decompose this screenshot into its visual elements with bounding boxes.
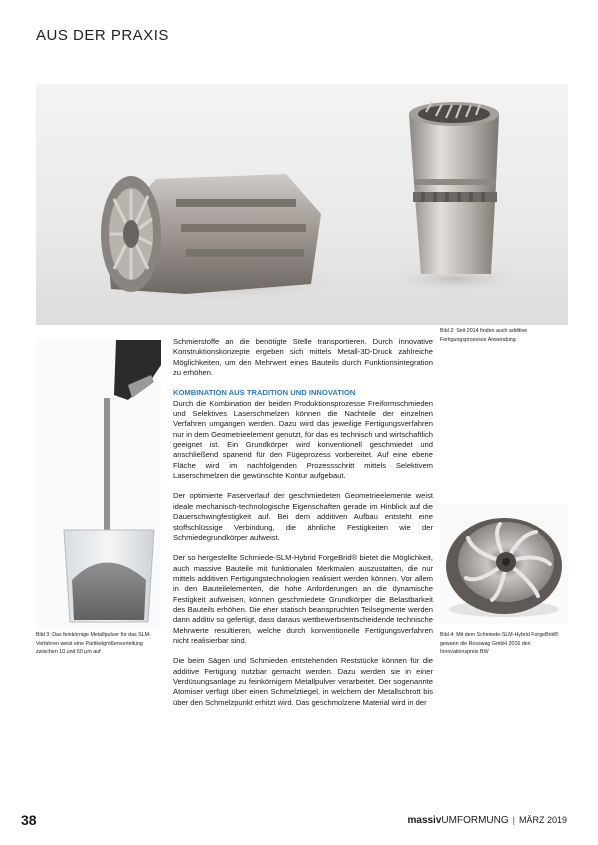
caption-bild4: Bild 4: Mit dem Schmiede-SLM-Hybrid ForgeBrid® gewann die Rosswag GmbH 2016 den Innovationspreis BW — [440, 632, 559, 656]
paragraph-3: Der optimierte Faserverlauf der geschmiedeten Geometrieelemente weist ideale mechanisch-technologische Eigenschaften gerade im Hinblick auf die Dauerschwingfestigkeit auf. Bei dem additiven Aufbau entsteht eine stoffschlüssige Verbindung, die ähnliche Festigkeiten wie der Schmiedegrundkörper aufweist. — [173, 491, 433, 542]
metal-parts-image — [36, 84, 568, 325]
paragraph-2: Durch die Kombination der beiden Produktionsprozesse Freiformschmieden und Selektives Laserschmelzen können die Nachteile der einzelnen Verfahren umgangen werden. Dazu wird das jeweilige Fertigungsverfahren nur in dem Geometrieelement genutzt, für das es technisch und wirtschaftlich geeignet ist. Ein Grundkörper wird konventionell geschmiedet und anschließend spanend für den Fügeprozess vorbereitet. Auf eine ebene Fläche wird im nachfolgenden Prozessschritt mittels Selektivem Laserschmelzen die gewünschte Kontur aufgebaut. — [173, 398, 433, 481]
brand-rest: UMFORMUNG — [441, 815, 509, 826]
issue-date: MÄRZ 2019 — [518, 815, 567, 825]
paragraph-4: Der so hergestellte Schmiede-SLM-Hybrid ForgeBrid® bietet die Möglichkeit, auch massive Bauteile mit funktionalen Merkmalen auszustatten, die nur mittels additiven Fertigungstechnologien realisiert werden können. Vor allem in den Bauteilelementen, die hohe Anforderungen an die dynamische Festigkeit aufweisen, können geschmiedete Grundkörper die Belastbarkeit des Bauteils erhöhen. Die eher statisch beanspruchten Teilsegmente werden dann additiv so gefertigt, dass daraus wettbewerbsentscheidende technische Mehrwerte resultieren, welche durch konventionelle Fertigungsverfahren nicht realisierbar sind. — [173, 553, 433, 645]
paragraph-5: Die beim Sägen und Schmieden entstehenden Reststücke können für die additive Fertigung nutzbar gemacht werden. Dazu werden sie in einer Verdüsungsanlage zu feinkörnigem Metallpulver verarbeitet. Der sogenannte Atomiser verfügt über einen Schmelztiegel, in welchem der Metallschrott bis über den Schmelzpunkt erhitzt wird. Das geschmolzene Material wird in der — [173, 656, 433, 707]
caption-bild3: Bild 3: Das feinkörnige Metallpulver für das SLM-Verfahren weist eine Partikelgrößenverteilung zwischen 10 und 60 µm auf — [36, 632, 151, 656]
forgebrid-turbine-image — [440, 504, 568, 624]
footer-separator: | — [512, 815, 515, 825]
hero-photo — [36, 84, 568, 325]
article-body — [173, 337, 433, 708]
article-subheading: KOMBINATION AUS TRADITION UND INNOVATION — [173, 388, 356, 398]
metal-powder-photo — [36, 340, 161, 628]
footer-publication — [407, 815, 567, 826]
caption-bild2: Bild 2: Seit 2014 finden auch additive Fertigungsprozesse Anwendung — [440, 328, 528, 343]
section-title: AUS DER PRAXIS — [36, 27, 169, 44]
forgebrid-photo — [440, 504, 568, 624]
page-number: 38 — [21, 812, 37, 828]
brand-bold: massiv — [407, 815, 442, 826]
powder-glass-image — [36, 340, 161, 628]
magazine-brand — [407, 815, 508, 826]
paragraph-1: Schmierstoffe an die benötigte Stelle transportieren. Durch innovative Konstruktionskonzepte ergeben sich mittels Metall-3D-Druck zahlreiche Möglichkeiten, um den Mehrwert eines Bauteils durch Funktionsintegration zu erhöhen. — [173, 337, 433, 378]
